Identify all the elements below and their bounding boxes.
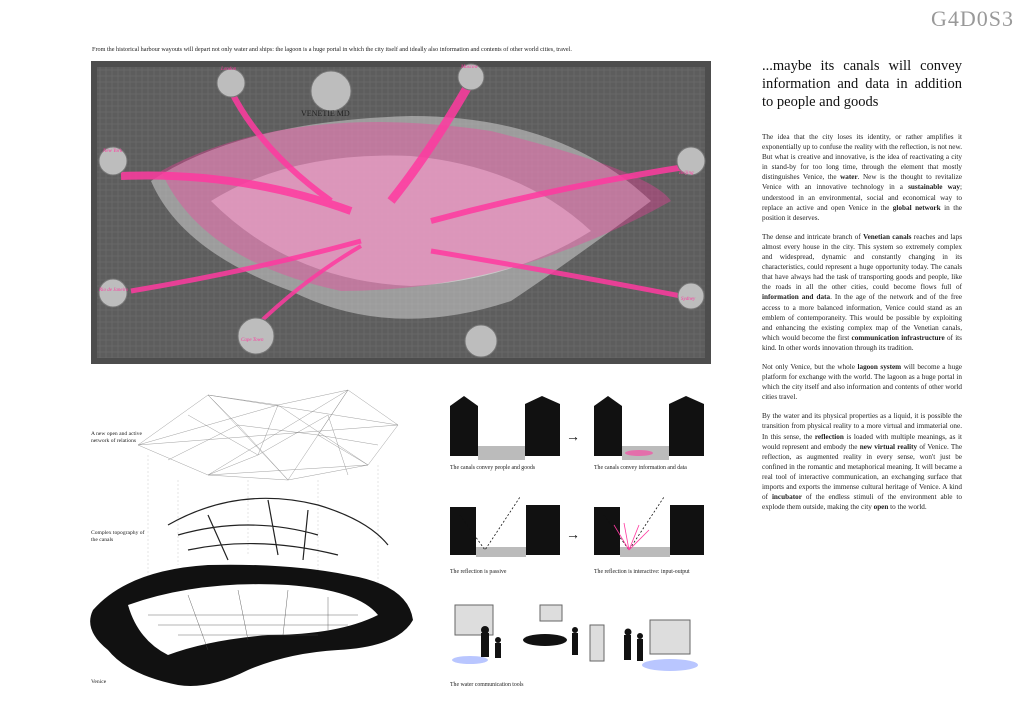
city-label: Sydney <box>681 297 696 302</box>
headline: ...maybe its canals will convey information and data in addition to people and goods <box>762 58 962 110</box>
body-text <box>762 132 962 521</box>
bold-text: water <box>840 173 858 182</box>
city-label: Rio de Janeiro <box>99 288 129 293</box>
text: The idea that the city loses its identity, or rather amplifies it exponentially up to confuse the reality with the reflection, is not new. But what is creative and innovative, is the idea of reactivating a city in stand-by for too long time, through the element that mostly distinguishes Venice, the <box>762 133 962 182</box>
caption-1: The canals convey people and goods <box>450 465 536 471</box>
text: . In the age of the network and of the free access to a more balanced information, Venice could stand as an emblem of contemporaneity. This would be possible by exploiting and enhancing the existing complex map of the Venetian canals, which would become the first <box>762 293 962 342</box>
city-label: Beijing <box>679 171 694 176</box>
city-label: London <box>221 67 237 72</box>
bold-text: communication infrastructure <box>851 333 945 342</box>
project-code: G4D0S3 <box>930 6 1014 31</box>
label-network: A new open and active network of relations <box>91 431 142 444</box>
bold-text: sustainable way <box>908 183 960 192</box>
label-venice: Venice <box>91 679 107 685</box>
caption-5: The water communication tools <box>450 682 524 688</box>
network-graph <box>138 390 398 480</box>
bold-text: lagoon system <box>857 362 902 371</box>
city-label: Cape Town <box>241 338 264 343</box>
bold-text: Venetian canals <box>863 232 912 241</box>
map-title: VENETIE MD <box>301 109 350 118</box>
text: of its kind. In other words innovation through its tradition. <box>762 333 962 352</box>
text: of Venice. The reflection, as augmented reality in every sense, won't just be confined in the romantic and metaphorical meaning. It will became a real tool of interactive communication, an exchanging surface that imports and exports the immense cultural heritage of Venice. A kind of <box>762 442 963 502</box>
paragraph <box>762 411 962 512</box>
canal-topography <box>168 498 388 560</box>
arrow-icon: → <box>566 528 580 543</box>
venice-map <box>91 61 711 364</box>
text: Not only Venice, but the whole <box>762 362 858 371</box>
city-label: Moscow <box>461 65 478 70</box>
paragraph <box>762 132 962 223</box>
bold-text: open <box>873 503 889 512</box>
label-canals: Complex topography of the canals <box>91 530 145 543</box>
bold-text: incubator <box>771 493 802 502</box>
layer-diagram <box>88 385 418 705</box>
map-caption: From the historical harbour wayouts will depart not only water and ships: the lagoon is a huge portal in which the city itself and ideally also information and contents of other world cities, travel. <box>92 46 572 53</box>
text: of the endless stimuli of the environment able to explode them outside, making the city <box>762 493 962 512</box>
panel-reflection-passive <box>450 495 560 567</box>
caption-4: The reflection is interactive: input-output <box>594 569 690 575</box>
arrow-icon: → <box>566 430 580 445</box>
text: The dense and intricate branch of <box>762 232 864 241</box>
bold-text: global network <box>892 203 941 212</box>
text: By the water and its physical properties as a liquid, it is possible the transition from physical reality to a more virtual and immaterial one. In this sense, the <box>762 412 962 441</box>
text: ; understood in an environmental, social and economical way to replace an active and open Venice in the <box>762 183 962 212</box>
text: will become a huge platform for exchange with the world. The lagoon as a huge portal in which the city itself and also information and contents of other world cities travel. <box>762 362 962 402</box>
bold-text: reflection <box>814 432 844 441</box>
panel-canals-data <box>594 396 704 468</box>
paragraph <box>762 362 962 402</box>
caption-2: The canals convey information and data <box>594 465 687 471</box>
bold-text: new virtual reality <box>859 442 918 451</box>
panel-canals-people <box>450 396 560 468</box>
city-label: New York <box>103 149 123 154</box>
text: in the position it deserves. <box>762 203 962 222</box>
text: reaches and laps almost every house in the city. This system so extremely complex and widespread, dynamic and constantly changing in its characteristics, could represent a huge opportunity today. The canals that have always had the task of transporting goods and people, like the roads in all the other cities, could become flows full of <box>762 232 962 292</box>
panel-water-tools <box>450 600 712 678</box>
text: . New is the thought to revitalize Venice with an innovative technology in a <box>762 173 962 192</box>
panel-reflection-interactive <box>594 495 704 567</box>
bold-text: information and data <box>762 293 831 302</box>
text: is loaded with multiple meanings, as it would represent and embody the <box>762 432 962 451</box>
paragraph <box>762 232 962 353</box>
text: to the world. <box>888 503 927 512</box>
caption-3: The reflection is passive <box>450 569 507 575</box>
